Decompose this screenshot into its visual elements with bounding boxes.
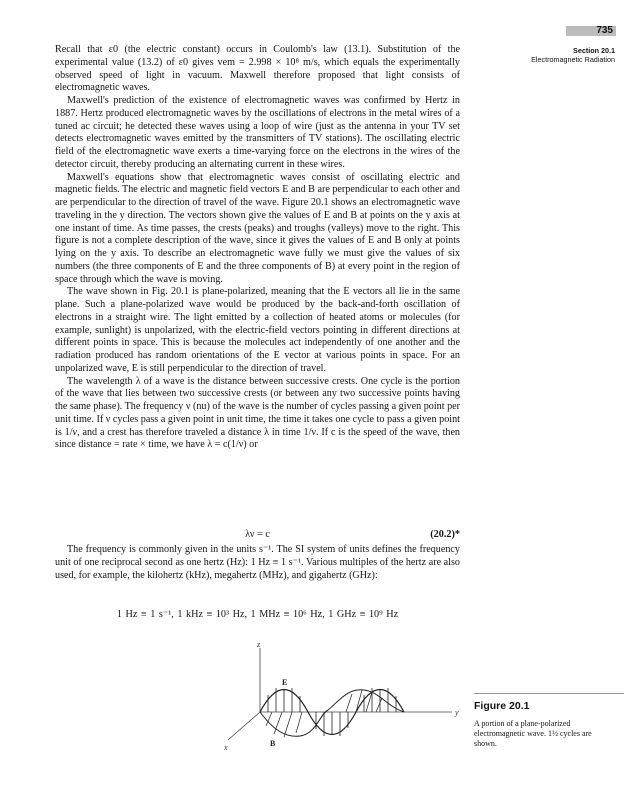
b-label: B bbox=[270, 739, 276, 748]
figure-caption: A portion of a plane-polarized electromagnetic wave. 1½ cycles are shown. bbox=[474, 719, 592, 748]
paragraph-5: The wavelength λ of a wave is the distance between successive crests. One cycle is the portion of the wave that lies between two successive crests (or between any two successive points having the same phase). The frequency ν (nu) of the wave is the number of cycles passing a given point per unit time. If ν cycles pass a given point in unit time, the time it takes one cycle to pass a given point is 1/ν, and a crest has therefore traveled a distance λ in time 1/ν. If c is the speed of the wave, then since distance = rate × time, we have λ = c(1/ν) or bbox=[55, 375, 460, 451]
paragraph-3: Maxwell's equations show that electromagnetic waves consist of oscillating electric and magnetic fields. The electric and magnetic field vectors E and B are perpendicular to each other and are perpendicular to the direction of travel of the wave. Figure 20.1 shows an electromagnetic wave traveling in the y direction. The vectors shown give the values of E and B at points on the y axis at one instant of time. As time passes, the crests (peaks) and troughs (valleys) move to the right. This figure is not a complete description of the wave, since it gives the values of E and B only at points lying on the y axis. To describe an electromagnetic wave fully we must give the values of six numbers (the three components of E and the three components of B) at every point in the region of space through which the wave is moving. bbox=[55, 171, 460, 285]
x-axis-label: x bbox=[224, 743, 228, 752]
e-label: E bbox=[282, 678, 288, 687]
z-axis-label: z bbox=[257, 640, 261, 649]
equation-20-2 bbox=[55, 528, 460, 541]
em-wave-figure bbox=[190, 640, 490, 770]
y-axis-label: y bbox=[455, 708, 459, 717]
figure-title: Figure 20.1 bbox=[474, 700, 530, 712]
equation-number: (20.2)* bbox=[430, 529, 460, 540]
frequency-units-line: 1 Hz ≡ 1 s⁻¹, 1 kHz ≡ 10³ Hz, 1 MHz ≡ 10⁶ Hz, 1 GHz ≡ 10⁹ Hz bbox=[116, 609, 399, 620]
section-label: Section 20.1 bbox=[573, 46, 615, 55]
paragraph-1: Recall that ε0 (the electric constant) occurs in Coulomb's law (13.1). Substitution of the experimental value (13.2) of ε0 gives vem = 2.998 × 10⁸ m/s, which equals the experimentally observed speed of light in vacuum. Maxwell therefore proposed that light consists of electromagnetic waves. bbox=[55, 44, 460, 94]
page-number: 735 bbox=[596, 25, 613, 36]
body-text-after-equation bbox=[55, 544, 460, 582]
body-text bbox=[55, 44, 460, 452]
paragraph-4: The wave shown in Fig. 20.1 is plane-polarized, meaning that the E vectors all lie in the same plane. Such a plane-polarized wave would be produced by the back-and-forth oscillation of electrons in a straight wire. The light emitted by a collection of heated atoms or molecules (for example, sunlight) is unpolarized, with the electric-field vectors pointing in different directions at different points in space. This is because the molecules act independently of one another and the radiation produced has random orientations of the E vector at various points in space. For an unpolarized wave, E is still perpendicular to the direction of travel. bbox=[55, 286, 460, 374]
paragraph-6: The frequency is commonly given in the units s⁻¹. The SI system of units defines the frequency unit of one reciprocal second as one hertz (Hz): 1 Hz ≡ 1 s⁻¹. Various multiples of the hertz are also used, for example, the kilohertz (kHz), megahertz (MHz), and gigahertz (GHz): bbox=[55, 544, 460, 581]
x-axis bbox=[228, 712, 260, 740]
section-title: Electromagnetic Radiation bbox=[531, 55, 615, 64]
equation-text: λν = c bbox=[245, 529, 270, 540]
margin-section-header bbox=[485, 46, 615, 64]
paragraph-2: Maxwell's prediction of the existence of electromagnetic waves was confirmed by Hertz in 1887. Hertz produced electromagnetic waves by the oscillations of electrons in the metal wires of a tuned ac circuit; he detected these waves using a loop of wire (just as the antenna in your TV set detects electromagnetic waves emitted by the transmitters of TV stations). The oscillating electric field of the electromagnetic wave exerts a time-varying force on the electrons in the wires of the detector circuit, thereby producing an alternating current in these wires. bbox=[55, 95, 460, 170]
figure-caption-rule bbox=[474, 693, 624, 694]
